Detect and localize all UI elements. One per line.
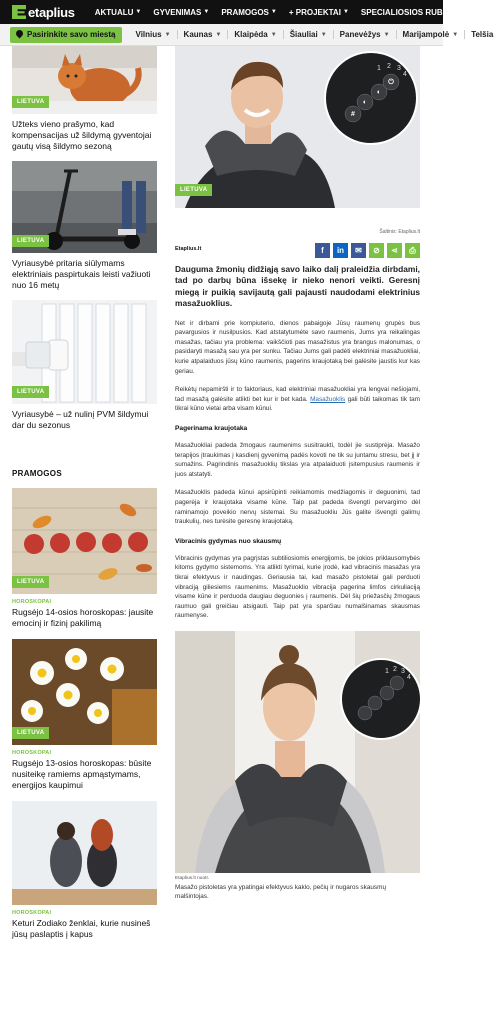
city-item[interactable]: Marijampolė ▼	[396, 30, 465, 39]
chevron-down-icon: ▼	[135, 9, 142, 15]
massager-link[interactable]: Masažuoklis	[310, 395, 346, 403]
sidebar-article[interactable]	[12, 639, 157, 791]
city-item[interactable]: Panevėžys ▼	[333, 30, 396, 39]
article-body	[175, 46, 420, 901]
city-item[interactable]: Kaunas ▼	[177, 30, 228, 39]
main-menu	[89, 8, 474, 17]
chevron-down-icon: ▼	[342, 9, 349, 15]
couple-photo	[12, 801, 157, 905]
city-item[interactable]: Šiauliai ▼	[283, 30, 333, 39]
category-badge[interactable]: LIETUVA	[12, 727, 49, 739]
sidebar-article[interactable]	[12, 46, 157, 152]
sidebar	[12, 46, 157, 940]
menu-item[interactable]: + PROJEKTAI ▼	[288, 7, 349, 17]
chevron-down-icon: ▼	[215, 31, 222, 38]
link-icon[interactable]: ⊘	[369, 243, 384, 258]
share-icon[interactable]: ⋖	[387, 243, 402, 258]
article-title[interactable]: Užteks vieno prašymo, kad kompensacijas už šildymą gyventojai gautų visą šildymo sezoną	[12, 119, 152, 151]
article-paragraph: Masažuokliai padeda žmogaus raumenims susitraukti, todėl jie sustiprėja. Masažo terapijos įtraukimas į kasdienį gyvenimą padės kovoti ne tik su juntamu stresu, bet jį ir sumažins. Pagrindinis masažuoklių tikslas yra atpalaiduoti įsitempusius raumenis ir juos atstatyti.	[175, 441, 420, 478]
menu-item[interactable]: SPECIALIOSIOS RUBRIKOS	[360, 7, 469, 17]
remote-number: 3	[401, 667, 405, 675]
article-image-woman	[175, 631, 420, 873]
top-navigation-bar	[0, 0, 469, 24]
svg-text:⏻: ⏻	[388, 79, 394, 86]
email-icon[interactable]: ✉	[351, 243, 366, 258]
photo-caption: Masažo pistoletas yra ypatingai efektyvus kaklo, pečių ir nugaros skausmų malšintojas.	[175, 883, 386, 900]
city-list	[130, 30, 499, 39]
article-title[interactable]: Rugsėjo 14-osios horoskopas: jausite emocinį ir fizinį pakilimą	[12, 607, 154, 628]
remote-number: 2	[387, 63, 391, 70]
article-category[interactable]: HOROSKOPAI	[12, 599, 52, 605]
article-hero-image	[175, 46, 420, 208]
print-icon[interactable]: ⎙	[405, 243, 420, 258]
article-paragraph: Net ir dirbami prie kompiuterio, dienos pabaigoje Jūsų raumenų grupės bus pavargusios ir nusilpusios. Kad atstatytumėte savo raumenis, Jums yra reikalingas masažas, tačiau yra problema: vaikščioti pas masažistus yra brangus malonumas, o pasidaryti masažą sau yra per sunku. Tačiau Jums gali padėti elektriniai masažuokliai, kurie atpalaiduos jūsų kūno raumenis, pagerins kraujotaką bei galėsite jaustis kur kas geriau.	[175, 319, 420, 375]
choose-city-button[interactable]	[10, 27, 122, 43]
site-logo[interactable]	[12, 5, 75, 20]
logo-text: etaplius	[28, 4, 75, 20]
category-badge[interactable]: LIETUVA	[12, 235, 49, 247]
article-title[interactable]: Keturi Zodiako ženklai, kurie nusineš jūsų paslaptis į kapus	[12, 918, 151, 939]
svg-text:◐: ◐	[362, 99, 368, 106]
photo-credit: Šaltinis: Etaplius.lt	[379, 229, 420, 235]
city-selector-bar	[0, 24, 494, 46]
remote-number: 4	[403, 71, 407, 78]
article-thumbnail-cat[interactable]	[12, 46, 157, 114]
article-category[interactable]: HOROSKOPAI	[12, 910, 52, 916]
article-thumbnail-scooter[interactable]	[12, 161, 157, 253]
article-category[interactable]: HOROSKOPAI	[12, 750, 52, 756]
city-item[interactable]: Vilnius ▼	[135, 30, 171, 39]
chevron-down-icon: ▼	[383, 31, 390, 38]
article-subheading: Vibracinis gydymas nuo skausmų	[175, 537, 282, 545]
city-item[interactable]: Telšia	[464, 30, 499, 39]
remote-number: 4	[407, 673, 411, 681]
share-buttons	[315, 243, 420, 258]
svg-text:#: #	[351, 111, 355, 118]
chevron-down-icon: ▼	[320, 31, 327, 38]
category-badge[interactable]: LIETUVA	[175, 184, 212, 196]
article-paragraph: Vibracinis gydymas yra pagrįstas subtiliosiomis energijomis, be jokios priklausomybės kitoms gydymo sistemoms. Yra atlikti tyrimai, kurie įrodė, kad vibracinis masažas yra tikrai efektyvus ir naudingas. Geriausia tai, kad masažo pistoletai gali perduoti vibraciją giliesiems raumenims. Masažuoklio vibracija pagerina limfos cirkuliaciją visame kūne ir perduoda daugiau deguonies į raumenis. Dėl šių priežasčių žmogaus raumuo gali greičiau atsigauti. Taip pat yra sparčiau numalšinamas skausmas raumenyse.	[175, 554, 420, 620]
svg-text:◐: ◐	[376, 89, 382, 96]
sidebar-article[interactable]	[12, 488, 157, 629]
linkedin-icon[interactable]: in	[333, 243, 348, 258]
article-thumbnail-radiator[interactable]	[12, 300, 157, 404]
menu-item[interactable]: GYVENIMAS ▼	[153, 7, 210, 17]
sidebar-article[interactable]	[12, 161, 157, 291]
article-thumbnail-chamomile[interactable]	[12, 639, 157, 745]
category-badge[interactable]: LIETUVA	[12, 576, 49, 588]
article-subheading: Pagerinama kraujotaka	[175, 424, 248, 432]
chevron-down-icon: ▼	[270, 31, 277, 38]
photo-source: Etaplius.lt nuotr.	[175, 875, 210, 881]
category-badge[interactable]: LIETUVA	[12, 386, 49, 398]
logo-e-icon	[12, 5, 26, 19]
remote-number: 2	[393, 665, 397, 673]
facebook-icon[interactable]: f	[315, 243, 330, 258]
city-item[interactable]: Klaipėda ▼	[227, 30, 282, 39]
remote-number: 1	[385, 667, 389, 675]
article-thumbnail-apples[interactable]	[12, 488, 157, 594]
choose-city-label: Pasirinkite savo miestą	[27, 30, 116, 39]
section-title-pramogos[interactable]: PRAMOGOS	[12, 469, 62, 478]
chevron-down-icon: ▼	[270, 9, 277, 15]
chevron-down-icon: ▼	[203, 9, 210, 15]
chevron-down-icon: ▼	[452, 31, 459, 38]
article-title[interactable]: Vyriausybė – už nulinį PVM šildymui dar du sezonus	[12, 409, 149, 430]
sidebar-article[interactable]	[12, 300, 157, 431]
article-paragraph: Masažuoklis padeda kūnui apsirūpinti reikiamomis medžiagomis ir deguonimi, tad pagerėja ir kraujotaka visame kūne. Taip pat padeda išvengti pervargimo dėl raminamojo poveikio nervų sistemai. Su masažuokliu Jūs galite išvengti galimų traukulių, nes turėsite geresnę kraujotaką.	[175, 489, 420, 526]
chevron-down-icon: ▼	[164, 31, 171, 38]
article-lead: Dauguma žmonių didžiąją savo laiko dalį praleidžia dirbdami, tad po darbų būna išsekę ir nieko nenori veikti. Geresnį miegą ir puikią savijautą gali pajausti naudodami elektrinius masažuoklius.	[175, 264, 420, 309]
woman-with-massager-photo	[175, 631, 420, 873]
article-source[interactable]: Etaplius.lt	[175, 246, 202, 252]
article-title[interactable]: Vyriausybė pritaria siūlymams elektriniais paspirtukais leisti važiuoti nuo 16 metų	[12, 258, 151, 290]
article-paragraph: Reikėtų nepamiršti ir to faktoriaus, kad elektriniai masažuokliai yra lengvai nešiojami, tad masažą galėsite atlikti bet kur ir bet kada. Masažuoklis gali būti taikomas tik tam tikrai kūno vietai arba visam kūnui.	[175, 386, 421, 413]
remote-number: 1	[377, 65, 381, 72]
menu-item[interactable]: PRAMOGOS ▼	[221, 7, 277, 17]
remote-number: 3	[397, 65, 401, 72]
menu-item[interactable]: AKTUALU ▼	[94, 7, 142, 17]
article-title[interactable]: Rugsėjo 13-osios horoskopas: būsite nusiteikę ramiems apmąstymams, energijos kaupimui	[12, 758, 152, 790]
article-thumbnail-couple[interactable]	[12, 801, 157, 905]
category-badge[interactable]: LIETUVA	[12, 96, 49, 108]
sidebar-article[interactable]	[12, 801, 157, 940]
location-pin-icon	[16, 30, 23, 39]
